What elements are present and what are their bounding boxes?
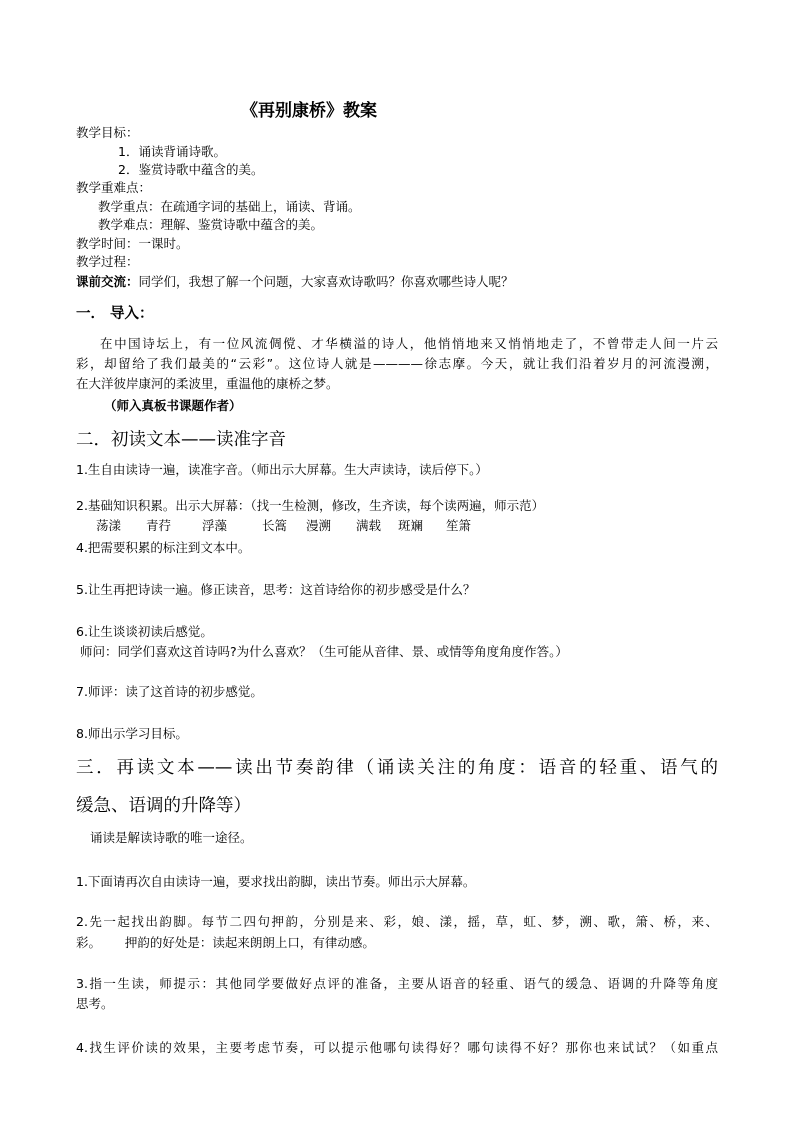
goal-item-2: 2．鉴赏诗歌中蕴含的美。 [118, 162, 264, 177]
vocab-word: 漫溯 [306, 518, 332, 533]
key-point-focus: 教学重点：在疏通字词的基础上，诵读、背诵。 [98, 199, 361, 214]
vocab-word: 长篙 [262, 518, 288, 533]
key-point-difficulty: 教学难点：理解、鉴赏诗歌中蕴含的美。 [98, 217, 324, 232]
section2-step-2: 2.基础知识积累。出示大屏幕：（找一生检测，修改，生齐读，每个读两遍，师示范） [76, 498, 545, 513]
section3-step-3-line-1: 3.指一生读，师提示：其他同学要做好点评的准备，主要从语音的轻重、语气的缓急、语调的升降等角度 [76, 976, 718, 991]
section2-step-7: 7.师评：读了这首诗的初步感觉。 [76, 684, 263, 699]
vocab-word: 荡漾 [96, 518, 122, 533]
section3-step-2-line-1: 2.先一起找出韵脚。每节二四句押韵，分别是来、彩，娘、漾，摇，草，虹、梦，溯、歌，箫、桥，来、 [76, 914, 718, 929]
goals-label: 教学目标： [76, 125, 139, 140]
process-label: 教学过程： [76, 254, 139, 269]
section3-step-1: 1.下面请再次自由读诗一遍，要求找出韵脚，读出节奏。师出示大屏幕。 [76, 874, 476, 889]
vocab-word: 笙箫 [446, 518, 472, 533]
vocab-word: 斑斓 [398, 518, 424, 533]
document-title: 《再别康桥》教案 [241, 101, 377, 121]
section1-para-line-1: 在中国诗坛上，有一位风流倜傥、才华横溢的诗人，他悄悄地来又悄悄地走了，不曾带走人间一片云 [100, 336, 718, 351]
section1-note: （师入真板书课题作者） [104, 398, 242, 413]
pre-class-line [76, 274, 514, 290]
section2-heading: 二．初读文本——读准字音 [76, 430, 286, 450]
section3-heading-line-2: 缓急、语调的升降等） [76, 796, 251, 816]
section3-step-4: 4.找生评价读的效果，主要考虑节奏，可以提示他哪句读得好？哪句读得不好？那你也来试试？（如重点 [76, 1040, 718, 1055]
goal-item-1: 1．诵读背诵诗歌。 [118, 144, 226, 159]
section3-step-2-line-2: 彩。 押韵的好处是：读起来朗朗上口，有律动感。 [76, 935, 375, 950]
section2-step-1: 1.生自由读诗一遍，读准字音。（师出示大屏幕。生大声读诗，读后停下。） [76, 462, 488, 477]
vocab-word: 满载 [356, 518, 382, 533]
section2-step-6: 6.让生谈谈初读后感觉。 [76, 624, 213, 639]
section3-heading-line-1: 三．再读文本——读出节奏韵律（诵读关注的角度：语音的轻重、语气的 [76, 758, 718, 778]
teaching-time: 教学时间：一课时。 [76, 236, 189, 251]
vocab-word: 青荇 [146, 518, 172, 533]
pre-class-label: 课前交流： [76, 274, 139, 289]
section2-step-8: 8.师出示学习目标。 [76, 726, 188, 741]
section1-para-line-2: 彩，却留给了我们最美的“云彩”。这位诗人就是————徐志摩。今天，就让我们沿着岁月的河流漫溯， [76, 356, 718, 371]
section3-step-3-line-2: 思考。 [76, 996, 114, 1011]
key-points-label: 教学重难点： [76, 180, 152, 195]
section2-step-6-question: 师问：同学们喜欢这首诗吗?为什么喜欢？（生可能从音律、景、或情等角度角度作答。） [80, 644, 568, 659]
section1-para-line-3: 在大洋彼岸康河的柔波里，重温他的康桥之梦。 [76, 376, 339, 391]
pre-class-text: 同学们，我想了解一个问题，大家喜欢诗歌吗？你喜欢哪些诗人呢？ [138, 274, 514, 289]
section1-heading: 一． 导入： [76, 306, 154, 322]
vocab-word: 浮藻 [202, 518, 228, 533]
section3-intro: 诵读是解读诗歌的唯一途径。 [90, 830, 253, 845]
section2-step-5: 5.让生再把诗读一遍。修正读音，思考：这首诗给你的初步感受是什么？ [76, 582, 476, 597]
section2-step-4: 4.把需要积累的标注到文本中。 [76, 540, 251, 555]
